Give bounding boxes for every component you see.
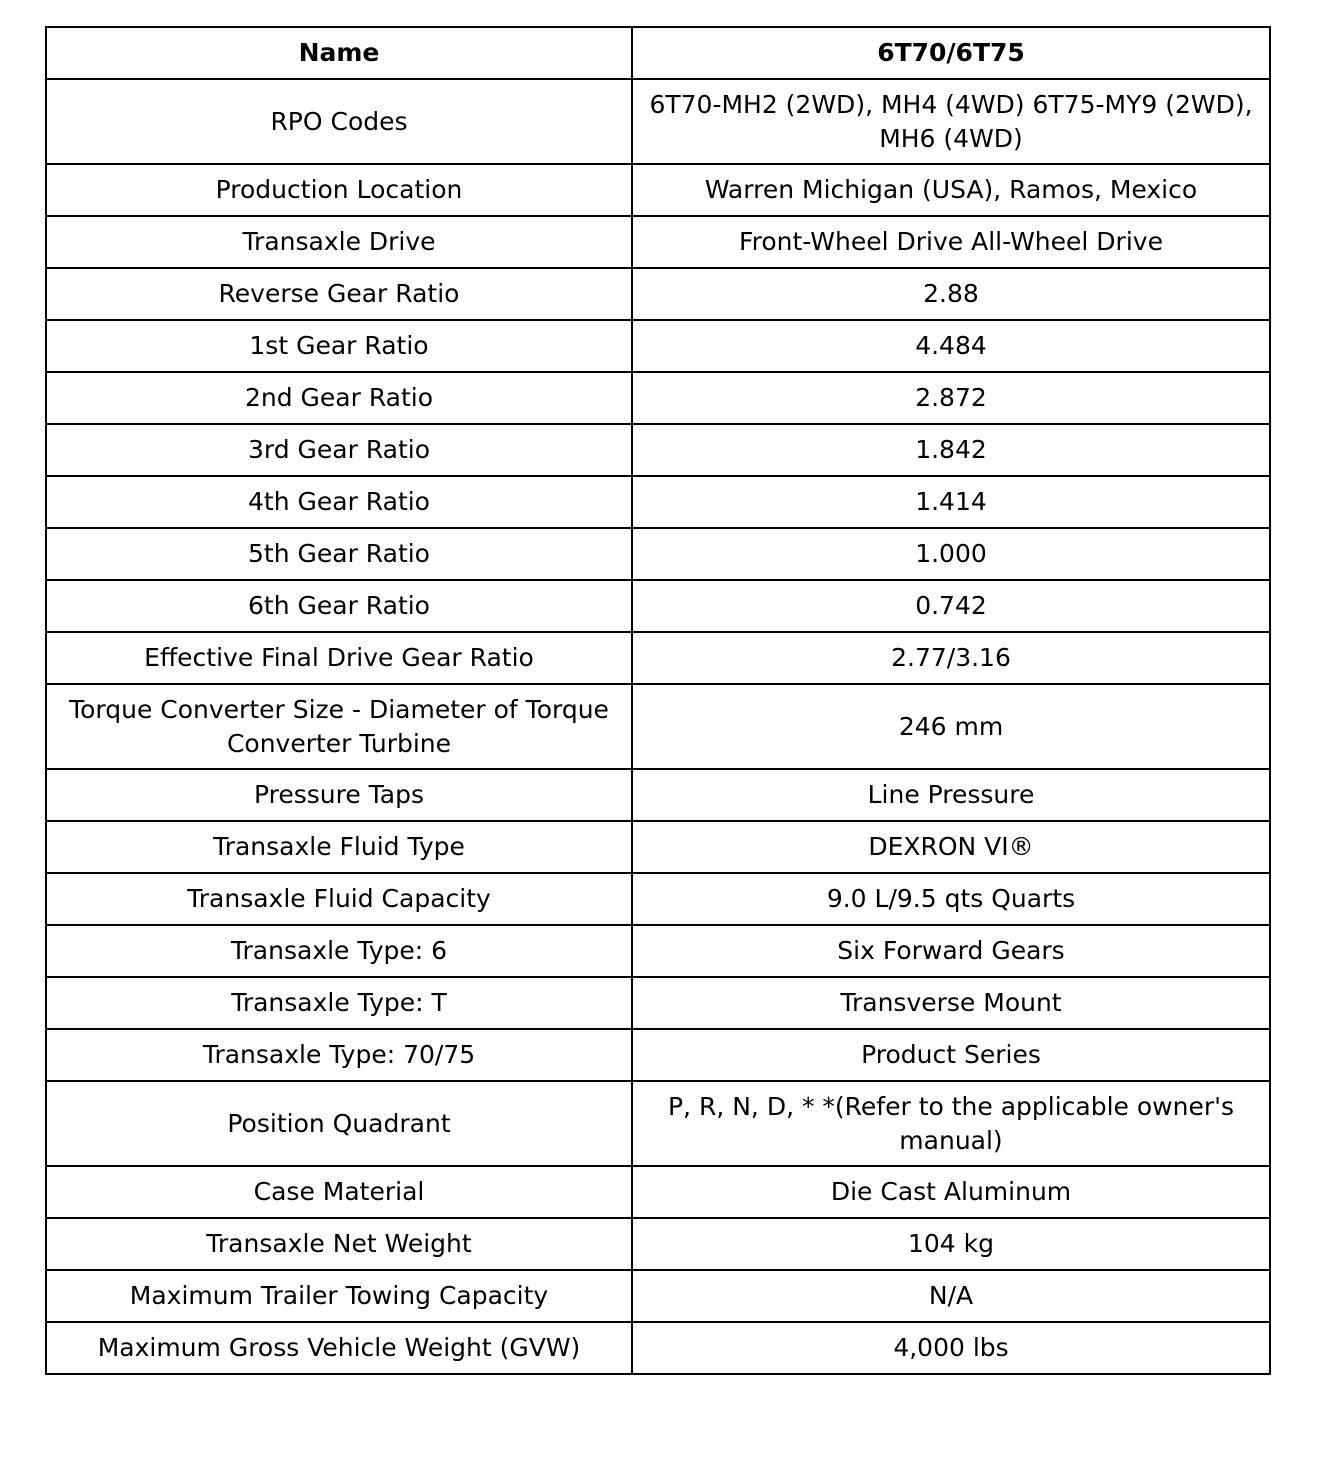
table-row	[46, 925, 1270, 977]
spec-name-cell: Maximum Gross Vehicle Weight (GVW)	[46, 1322, 632, 1374]
spec-name-cell: Pressure Taps	[46, 769, 632, 821]
spec-name-cell: 5th Gear Ratio	[46, 528, 632, 580]
table-row	[46, 164, 1270, 216]
spec-name-cell: 3rd Gear Ratio	[46, 424, 632, 476]
spec-value-cell: 2.88	[632, 268, 1270, 320]
spec-value-cell: 1.000	[632, 528, 1270, 580]
spec-name-cell: Reverse Gear Ratio	[46, 268, 632, 320]
table-row	[46, 424, 1270, 476]
table-row	[46, 977, 1270, 1029]
table-row	[46, 684, 1270, 769]
spec-value-cell: Die Cast Aluminum	[632, 1166, 1270, 1218]
spec-value-cell: 2.872	[632, 372, 1270, 424]
table-row	[46, 476, 1270, 528]
spec-name-cell: Transaxle Type: T	[46, 977, 632, 1029]
table-row	[46, 580, 1270, 632]
spec-name-cell: RPO Codes	[46, 79, 632, 164]
table-row	[46, 1218, 1270, 1270]
table-row	[46, 1081, 1270, 1166]
spec-name-cell: 6th Gear Ratio	[46, 580, 632, 632]
header-row	[46, 27, 1270, 79]
spec-value-cell: Line Pressure	[632, 769, 1270, 821]
spec-value-cell: Six Forward Gears	[632, 925, 1270, 977]
spec-name-cell: Transaxle Fluid Capacity	[46, 873, 632, 925]
table-row	[46, 216, 1270, 268]
table-row	[46, 769, 1270, 821]
spec-name-cell: Effective Final Drive Gear Ratio	[46, 632, 632, 684]
table-row	[46, 268, 1270, 320]
spec-value-cell: 2.77/3.16	[632, 632, 1270, 684]
spec-name-cell: Transaxle Type: 70/75	[46, 1029, 632, 1081]
spec-value-cell: 4.484	[632, 320, 1270, 372]
table-row	[46, 1166, 1270, 1218]
table-row	[46, 821, 1270, 873]
table-row	[46, 1029, 1270, 1081]
spec-table	[45, 26, 1271, 1375]
spec-value-cell: 9.0 L/9.5 qts Quarts	[632, 873, 1270, 925]
spec-name-cell: 4th Gear Ratio	[46, 476, 632, 528]
spec-value-cell: 4,000 lbs	[632, 1322, 1270, 1374]
header-name: Name	[46, 27, 632, 79]
spec-value-cell: Product Series	[632, 1029, 1270, 1081]
spec-name-cell: 1st Gear Ratio	[46, 320, 632, 372]
spec-value-cell: 104 kg	[632, 1218, 1270, 1270]
spec-value-cell: Transverse Mount	[632, 977, 1270, 1029]
table-row	[46, 873, 1270, 925]
spec-value-cell: 1.842	[632, 424, 1270, 476]
spec-value-cell: Front-Wheel Drive All-Wheel Drive	[632, 216, 1270, 268]
table-row	[46, 528, 1270, 580]
spec-value-cell: P, R, N, D, * *(Refer to the applicable owner's manual)	[632, 1081, 1270, 1166]
spec-value-cell: 6T70-MH2 (2WD), MH4 (4WD) 6T75-MY9 (2WD), MH6 (4WD)	[632, 79, 1270, 164]
spec-name-cell: Production Location	[46, 164, 632, 216]
table-row	[46, 1322, 1270, 1374]
spec-name-cell: Maximum Trailer Towing Capacity	[46, 1270, 632, 1322]
spec-value-cell: N/A	[632, 1270, 1270, 1322]
spec-value-cell: 246 mm	[632, 684, 1270, 769]
spec-value-cell: DEXRON VI®	[632, 821, 1270, 873]
spec-name-cell: Case Material	[46, 1166, 632, 1218]
spec-name-cell: 2nd Gear Ratio	[46, 372, 632, 424]
header-model: 6T70/6T75	[632, 27, 1270, 79]
spec-name-cell: Position Quadrant	[46, 1081, 632, 1166]
spec-value-cell: Warren Michigan (USA), Ramos, Mexico	[632, 164, 1270, 216]
table-row	[46, 79, 1270, 164]
spec-value-cell: 0.742	[632, 580, 1270, 632]
spec-value-cell: 1.414	[632, 476, 1270, 528]
spec-name-cell: Transaxle Fluid Type	[46, 821, 632, 873]
table-body	[46, 79, 1270, 1374]
table-row	[46, 632, 1270, 684]
spec-name-cell: Transaxle Net Weight	[46, 1218, 632, 1270]
table-row	[46, 372, 1270, 424]
table-row	[46, 1270, 1270, 1322]
spec-name-cell: Torque Converter Size - Diameter of Torque Converter Turbine	[46, 684, 632, 769]
spec-name-cell: Transaxle Type: 6	[46, 925, 632, 977]
spec-name-cell: Transaxle Drive	[46, 216, 632, 268]
table-row	[46, 320, 1270, 372]
